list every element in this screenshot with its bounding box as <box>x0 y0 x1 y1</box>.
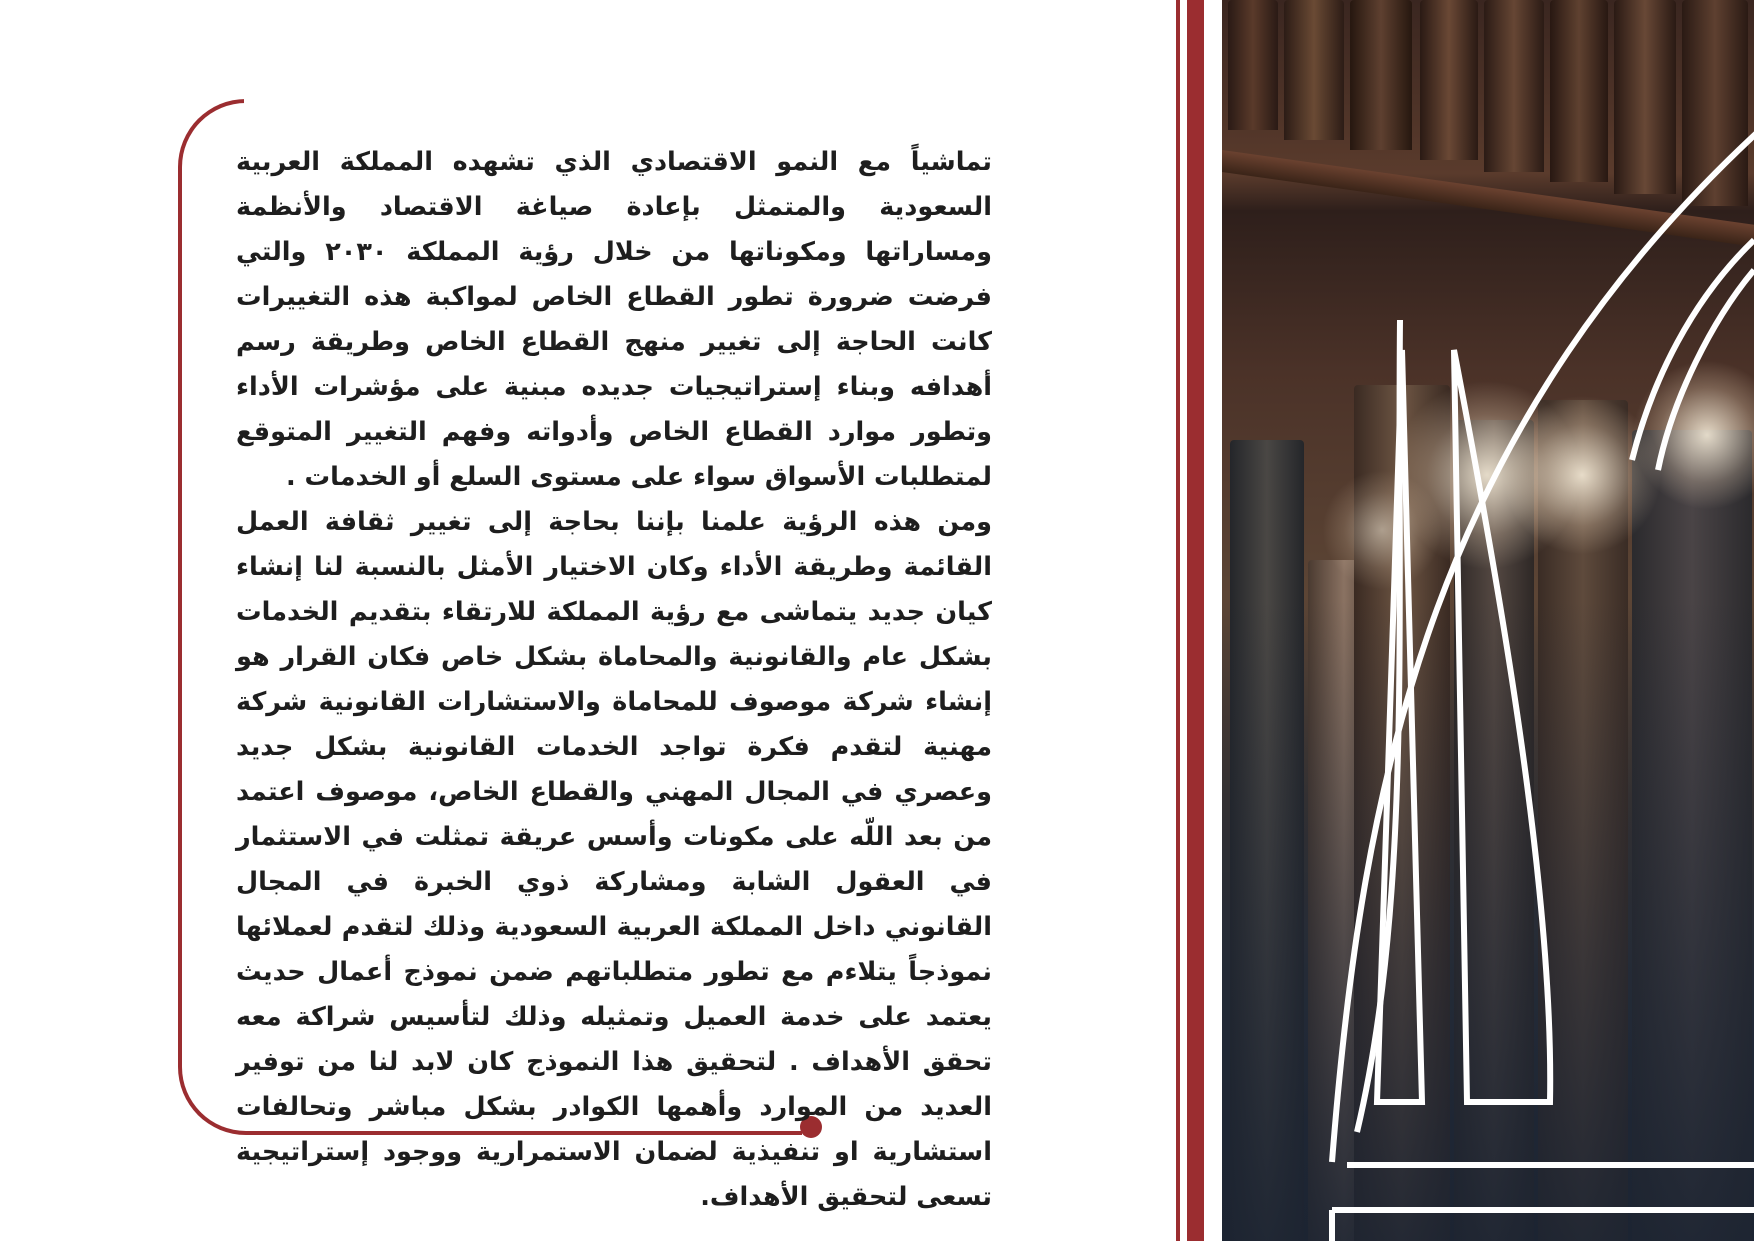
accent-stripe-thick <box>1187 0 1204 1241</box>
arch-logo-icon <box>1222 0 1754 1241</box>
accent-stripe-thin <box>1176 0 1180 1241</box>
library-bookshelf-photo <box>1222 0 1754 1241</box>
paragraph-vision: تماشياً مع النمو الاقتصادي الذي تشهده المملكة العربية السعودية والمتمثل بإعادة صياغة الاقتصاد والأنظمة ومساراتها ومكوناتها من خلال رؤية المملكة ٢٠٣٠ والتي فرضت ضرورة تطور القطاع الخاص لمواكبة هذه التغييرات كانت الحاجة إلى تغيير منهج القطاع الخاص وطريقة رسم أهدافه وبناء إستراتيجيات جديده مبنية على مؤشرات الأداء وتطور موارد القطاع الخاص وأدواته وفهم التغيير المتوقع لمتطلبات الأسواق سواء على مستوى السلع أو الخدمات . <box>236 147 992 492</box>
intro-text-block <box>236 140 992 1220</box>
paragraph-company: ومن هذه الرؤية علمنا بإننا بحاجة إلى تغيير ثقافة العمل القائمة وطريقة الأداء وكان الاختيار الأمثل بالنسبة لنا إنشاء كيان جديد يتماشى مع رؤية المملكة للارتقاء بتقديم الخدمات بشكل عام والقانونية والمحاماة بشكل خاص فكان القرار هو إنشاء شركة موصوف للمحاماة والاستشارات القانونية شركة مهنية لتقدم فكرة تواجد الخدمات القانونية بشكل جديد وعصري في المجال المهني والقطاع الخاص، موصوف اعتمد من بعد اللّه على مكونات وأسس عريقة تمثلت في الاستثمار في العقول الشابة ومشاركة ذوي الخبرة في المجال القانوني داخل المملكة العربية السعودية وذلك لتقدم لعملائها نموذجاً يتلاءم مع تطور متطلباتهم ضمن نموذج أعمال حديث يعتمد على خدمة العميل وتمثيله وذلك لتأسيس شراكة معه تحقق الأهداف . لتحقيق هذا النموذج كان لابد لنا من توفير العديد من الموارد وأهمها الكوادر بشكل مباشر وتحالفات استشارية او تنفيذية لضمان الاستمرارية ووجود إستراتيجية تسعى لتحقيق الأهداف. <box>236 507 992 1212</box>
